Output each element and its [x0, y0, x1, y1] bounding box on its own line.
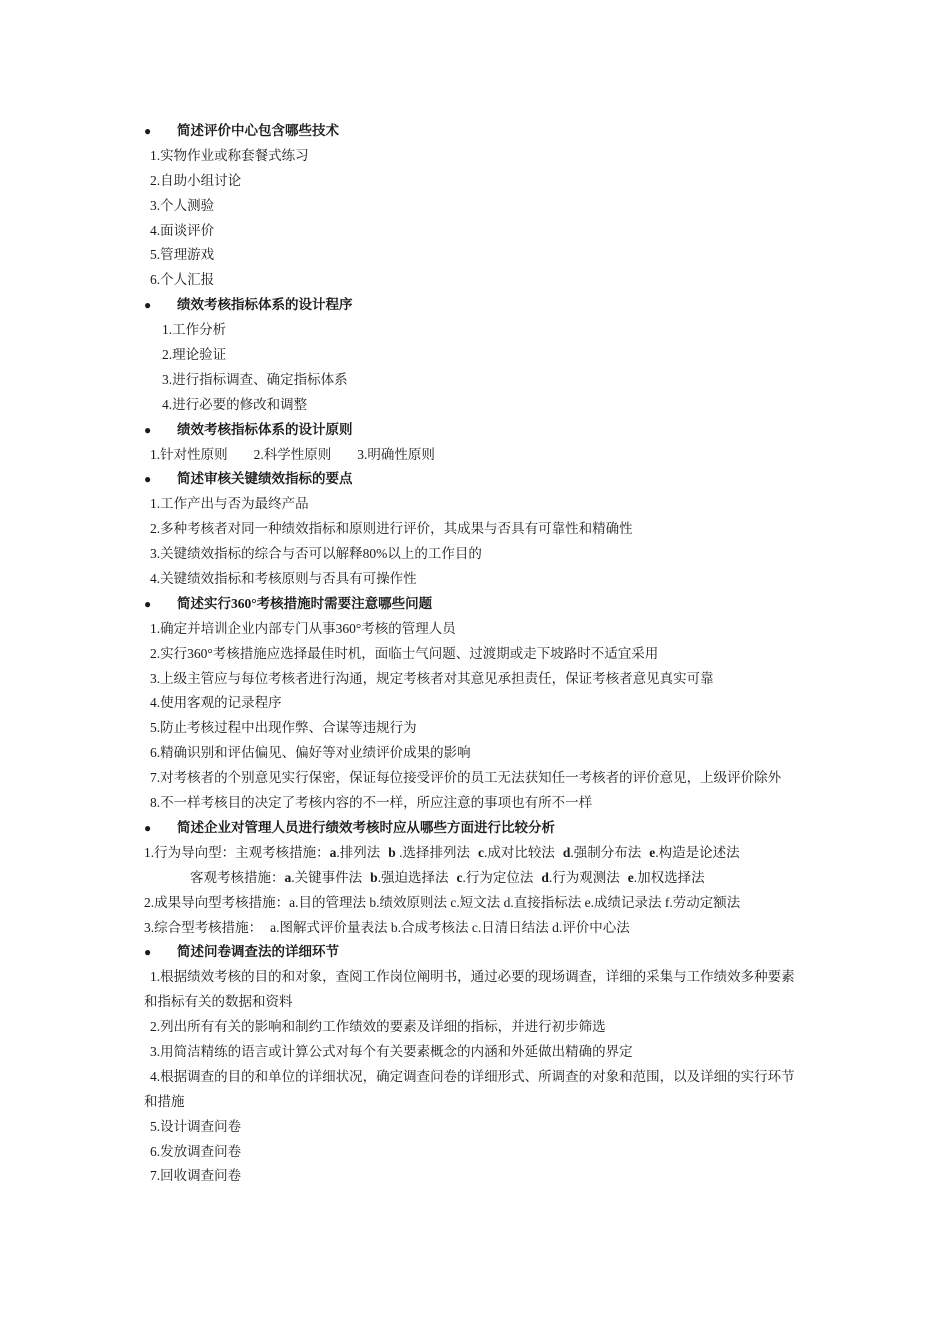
list-item: 1.根据绩效考核的目的和对象，查阅工作岗位阐明书，通过必要的现场调查，详细的采集与工作绩效多种要素和指标有关的数据和资料: [144, 969, 795, 1010]
bullet-icon: ●: [144, 945, 152, 960]
heading-text: 简述企业对管理人员进行绩效考核时应从哪些方面进行比较分析: [177, 819, 555, 835]
section-heading: [144, 467, 808, 492]
heading-text: 简述评价中心包含哪些技术: [177, 123, 339, 138]
list-item: 4.使用客观的记录程序: [150, 695, 282, 711]
list-item: 4.面谈评价: [150, 222, 215, 238]
behavior-objective-line: [144, 866, 808, 891]
list-item: 7.回收调查问卷: [150, 1168, 242, 1184]
document-content: [144, 119, 808, 1189]
item-text: .行为观测法: [548, 869, 620, 885]
section-heading: [144, 592, 808, 617]
heading-text: 简述问卷调查法的详细环节: [177, 944, 339, 960]
list-item: 4.关键绩效指标和考核原则与否具有可操作性: [150, 571, 417, 587]
list-item: 2.多种考核者对同一种绩效指标和原则进行评价，其成果与否具有可靠性和精确性: [150, 521, 633, 537]
item-letter: a: [329, 844, 337, 860]
list-item: 3.上级主管应与每位考核者进行沟通，规定考核者对其意见承担责任，保证考核者意见真实可靠: [150, 670, 714, 686]
section-heading: [144, 293, 808, 318]
list-item: 3.个人测验: [150, 197, 215, 213]
item-letter: b: [388, 844, 396, 860]
list-item: 1.针对性原则: [150, 446, 228, 462]
item-text: .构造是论述法: [655, 844, 740, 860]
list-item: 3.关键绩效指标的综合与否可以解释80%以上的工作目的: [150, 546, 482, 562]
list-item: 6.发放调查问卷: [150, 1143, 242, 1159]
behavior-subjective-line: [144, 841, 808, 866]
list-item: 1.确定并培训企业内部专门从事360°考核的管理人员: [150, 620, 456, 636]
list-item: 4.进行必要的修改和调整: [162, 396, 308, 412]
list-item: 2.列出所有有关的影响和制约工作绩效的要素及详细的指标，并进行初步筛选: [150, 1019, 606, 1035]
item-text: .选择排列法: [395, 844, 471, 860]
line-rest: a.图解式评价量表法 b.合成考核法 c.日清日结法 d.评价中心法: [270, 919, 630, 935]
list-item: 7.对考核者的个别意见实行保密，保证每位接受评价的员工无法获知任一考核者的评价意见，上级评价除外: [150, 770, 782, 786]
bullet-icon: ●: [144, 820, 152, 835]
comprehensive-line: [144, 916, 808, 941]
section-heading: [144, 119, 808, 144]
item-text: .强迫选择法: [377, 869, 449, 885]
heading-text: 简述实行360°考核措施时需要注意哪些问题: [177, 595, 433, 611]
bullet-icon: ●: [144, 422, 152, 437]
list-item: 2.理论验证: [162, 347, 227, 363]
item-letter: a: [284, 869, 292, 885]
result-oriented-line: 2.成果导向型考核措施：a.目的管理法 b.绩效原则法 c.短文法 d.直接指标法 e.成绩记录法 f.劳动定额法: [144, 894, 741, 910]
item-letter: b: [370, 869, 378, 885]
list-item: 5.管理游戏: [150, 247, 215, 263]
bullet-icon: ●: [144, 472, 152, 487]
list-item: 5.设计调查问卷: [150, 1118, 242, 1134]
line-prefix: 客观考核措施：: [190, 869, 285, 885]
item-text: .行为定位法: [462, 869, 534, 885]
item-letter: c: [478, 844, 485, 860]
item-text: .成对比较法: [484, 844, 555, 860]
item-text: .排列法: [336, 844, 381, 860]
list-item: 4.根据调查的目的和单位的详细状况，确定调查问卷的详细形式、所调查的对象和范围，以及详细的实行环节和措施: [144, 1068, 795, 1109]
section-heading: [144, 418, 808, 443]
list-item: 3.明确性原则: [357, 446, 435, 462]
item-text: .加权选择法: [633, 869, 705, 885]
item-letter: e: [627, 869, 634, 885]
bullet-icon: ●: [144, 124, 152, 138]
list-item: 6.精确识别和评估偏见、偏好等对业绩评价成果的影响: [150, 745, 471, 761]
section-heading: [144, 816, 808, 841]
item-text: .强制分布法: [570, 844, 642, 860]
list-item: 8.不一样考核目的决定了考核内容的不一样，所应注意的事项也有所不一样: [150, 795, 593, 811]
list-item: 2.实行360°考核措施应选择最佳时机，面临士气问题、过渡期或走下坡路时不适宜采用: [150, 645, 659, 661]
list-item: 1.工作分析: [162, 322, 227, 338]
principles-line: [144, 443, 808, 468]
list-item: 3.进行指标调查、确定指标体系: [162, 371, 348, 387]
list-item: 5.防止考核过程中出现作弊、合谋等违规行为: [150, 720, 417, 736]
list-item: 1.工作产出与否为最终产品: [150, 496, 309, 512]
item-letter: c: [456, 869, 463, 885]
list-item: 3.用简洁精练的语言或计算公式对每个有关要素概念的内涵和外延做出精确的界定: [150, 1044, 633, 1059]
item-letter: e: [649, 844, 656, 860]
list-item: 6.个人汇报: [150, 272, 215, 288]
list-item: 1.实物作业或称套餐式练习: [150, 147, 309, 163]
line-prefix: 1.行为导向型：主观考核措施：: [144, 844, 330, 860]
item-letter: d: [562, 844, 571, 860]
list-item: 2.自助小组讨论: [150, 172, 242, 188]
list-item: 2.科学性原则: [253, 446, 332, 462]
heading-text: 绩效考核指标体系的设计程序: [177, 297, 353, 313]
bullet-icon: ●: [144, 596, 152, 611]
section-heading: [144, 940, 808, 965]
heading-text: 绩效考核指标体系的设计原则: [177, 421, 353, 437]
item-text: .关键事件法: [291, 869, 363, 885]
bullet-icon: ●: [144, 298, 152, 313]
line-prefix: 3.综合型考核措施：: [144, 919, 263, 935]
item-letter: d: [541, 869, 549, 885]
heading-text: 简述审核关键绩效指标的要点: [177, 471, 353, 487]
